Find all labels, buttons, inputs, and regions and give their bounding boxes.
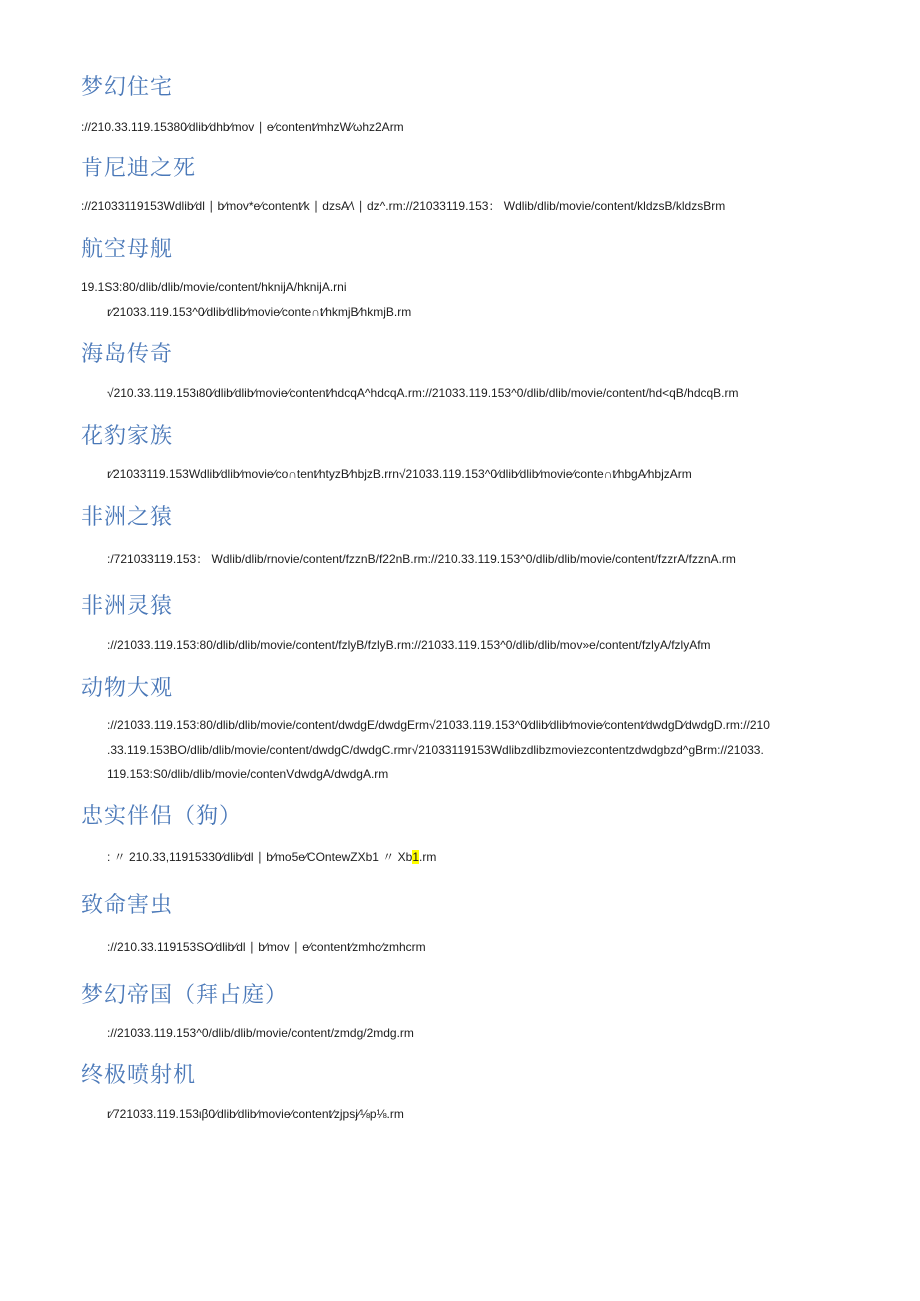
movie-url: 19.1S3:80/dlib/dlib/movie/content/hknijA/hknijA.rni xyxy=(81,280,347,294)
movie-url: ://21033.119.153^0/dlib/dlib/movie/content/zmdg/2mdg.rm xyxy=(107,1026,414,1040)
movie-title: 航空母舰 xyxy=(81,237,174,262)
movie-title: 肯尼迪之死 xyxy=(81,156,197,181)
movie-title: 海岛传奇 xyxy=(81,342,174,367)
movie-title: 花豹家族 xyxy=(81,424,174,449)
movie-url: 119.153:S0/dlib/dlib/movie/contenVdwdgA/dwdgA.rm xyxy=(107,767,389,781)
movie-url: √210.33.119.153ι80∕dlib∕dlib∕movie∕content∕hdcqA^hdcqA.rm://21033.119.153^0/dlib/dlib/movie/content/hd<qB/hdcqB.rm xyxy=(107,386,739,400)
movie-title: 非洲灵猿 xyxy=(81,594,174,619)
movie-title: 动物大观 xyxy=(81,676,174,701)
movie-url xyxy=(107,849,436,865)
movie-url: ://21033.119.153:80/dlib/dlib/movie/content/fzlyB/fzlyB.rm://21033.119.153^0/dlib/dlib/mov»e/content/fzlyA/fzlyAfm xyxy=(107,638,711,652)
movie-url: .33.119.153BO/dlib/dlib/movie/content/dwdgC/dwdgC.rmr√21033119153Wdlibzdlibzmoviezcontentzdwdgbzd^gBrm://21033. xyxy=(107,743,764,757)
movie-url: :/721033119.153： Wdlib/dlib/rnovie/content/fzznB/f22nB.rm://210.33.119.153^0/dlib/dlib/movie/content/fzzrA/fzznA.rm xyxy=(107,552,736,566)
movie-title: 忠实伴侣（狗） xyxy=(81,804,243,829)
movie-url: r∕721033.119.153ιβ0∕dlib∕dlib∕movie∕content∕zjpsj∕⅛p⅛.rm xyxy=(107,1107,404,1121)
movie-title: 非洲之猿 xyxy=(81,505,174,530)
movie-title: 致命害虫 xyxy=(81,893,174,918)
movie-url-text: : 〃 210.33,11915330∕dlib∕dl ∣ b∕mo5e∕COntewZXb1 〃 Xb xyxy=(107,850,413,864)
movie-title: 梦幻住宅 xyxy=(81,75,174,100)
movie-url-tail: .rm xyxy=(419,850,437,864)
movie-title: 梦幻帝国（拜占庭） xyxy=(81,983,289,1008)
movie-title: 终极喷射机 xyxy=(81,1063,197,1088)
movie-url: ://21033.119.153:80/dlib/dlib/movie/content/dwdgE/dwdgErm√21033.119.153^0∕dlib∕dlib∕movie∕content∕dwdgD∕dwdgD.rm://210 xyxy=(107,718,770,732)
movie-url: ://210.33.119.15380∕dlib∕dhb∕mov ∣ e∕content∕mhzW∕ωhz2Arm xyxy=(81,120,404,134)
movie-url: ://210.33.119153SO∕dlib∕dl ∣ b∕mov ∣ e∕content∕zmhc∕zmhcrm xyxy=(107,940,426,954)
movie-url: r∕21033119.153Wdlib∕dlib∕movie∕co∩tent∕htyzB∕hbjzB.rrn√21033.119.153^0∕dlib∕dlib∕movie∕conte∩t∕hbgA∕hbjzArm xyxy=(107,467,692,481)
movie-url: ://21033119153Wdlib∕dl ∣ b∕mov*e∕content∕k ∣ dzsA∕\ ∣ dz^.rm://21033119.153： Wdlib/dlib/movie/content/kldzsB/kldzsBrm xyxy=(81,199,726,213)
highlighted-text: 1 xyxy=(412,850,419,864)
movie-url: r∕21033.119.153^0∕dlib∕dlib∕movie∕conte∩t∕hkmjB∕hkmjB.rm xyxy=(107,305,412,319)
